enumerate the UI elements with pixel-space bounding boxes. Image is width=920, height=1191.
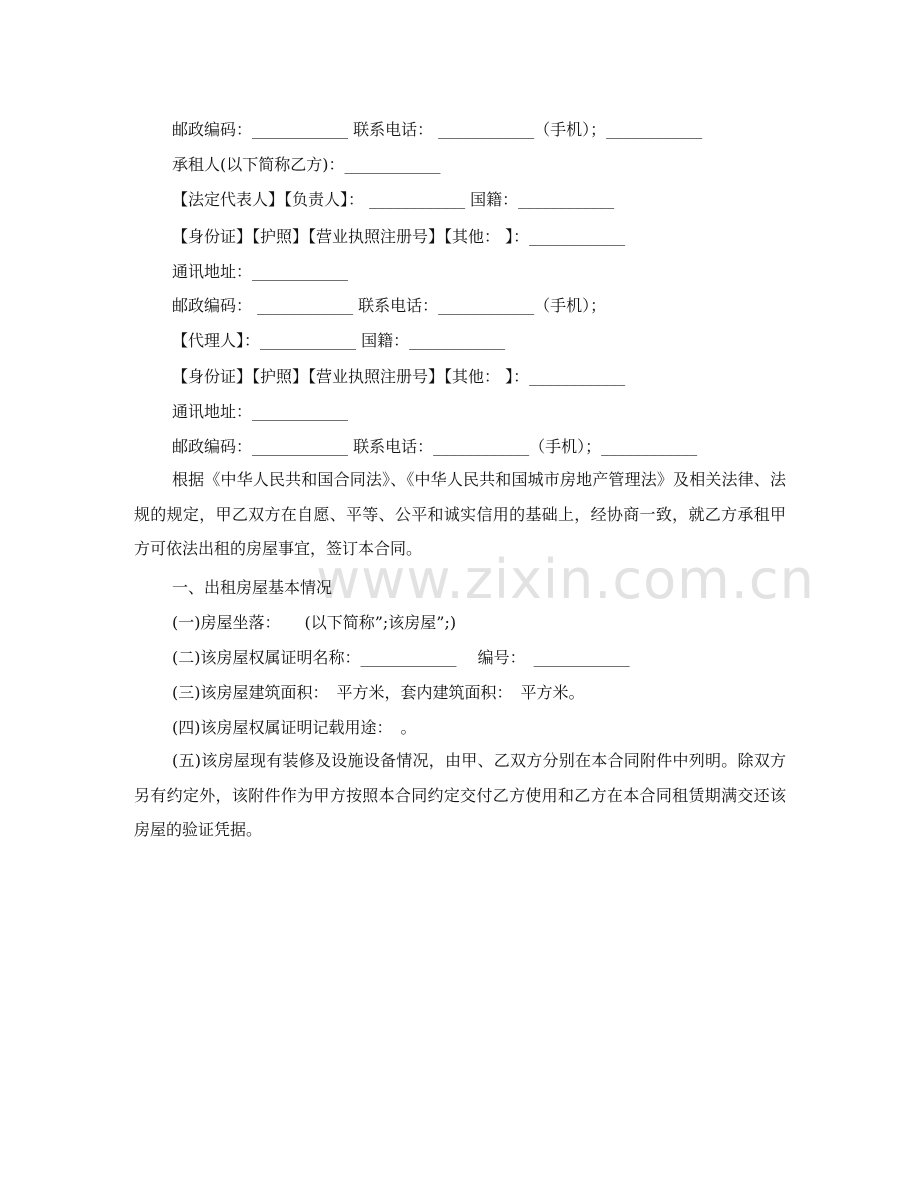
- basis-paragraph: 根据《中华人民共和国合同法》、《中华人民共和国城市房地产管理法》及相关法律、法规的规定，甲乙双方在自愿、平等、公平和诚实信用的基础上，经协商一致，就乙方承租甲方可依法出租的房屋事宜，签订本合同。: [134, 470, 786, 558]
- item-usage: (四)该房屋权属证明记载用途： 。: [172, 718, 417, 737]
- mailing-address-line: 通讯地址：____________: [172, 262, 349, 281]
- item-facilities-paragraph: (五)该房屋现有装修及设施设备情况，由甲、乙双方分别在本合同附件中列明。除双方另有约定外，该附件作为甲方按照本合同约定交付乙方使用和乙方在本合同租赁期满交还该房屋的验证凭据。: [134, 751, 786, 839]
- watermark: www.zixin.com.cn: [316, 548, 815, 611]
- postal-code-line: 邮政编码：____________ 联系电话：____________（手机）；____________: [172, 437, 698, 456]
- postal-code-line: 邮政编码：____________ 联系电话： ____________（手机）；____________: [172, 120, 703, 139]
- mailing-address-line: 通讯地址：____________: [172, 402, 349, 421]
- item-area: (三)该房屋建筑面积： 平方米，套内建筑面积： 平方米。: [172, 683, 585, 702]
- lessee-line: 承租人(以下简称乙方)：____________: [172, 155, 441, 174]
- item-location: (一)房屋坐落： (以下简称”;该房屋”;): [172, 613, 457, 632]
- legal-representative-line: 【法定代表人】【负责人】： ____________ 国籍：____________: [172, 190, 615, 209]
- section-title: 一、出租房屋基本情况: [172, 578, 333, 597]
- agent-line: 【代理人】：____________ 国籍：____________: [172, 331, 506, 350]
- id-document-line: 【身份证】【护照】【营业执照注册号】【其他： 】：____________: [172, 227, 626, 246]
- id-document-line: 【身份证】【护照】【营业执照注册号】【其他： 】：____________: [172, 367, 626, 386]
- item-certificate: (二)该房屋权属证明名称：____________ 编号： ____________: [172, 648, 630, 667]
- postal-code-line: 邮政编码： ____________ 联系电话：____________（手机）；: [172, 296, 607, 315]
